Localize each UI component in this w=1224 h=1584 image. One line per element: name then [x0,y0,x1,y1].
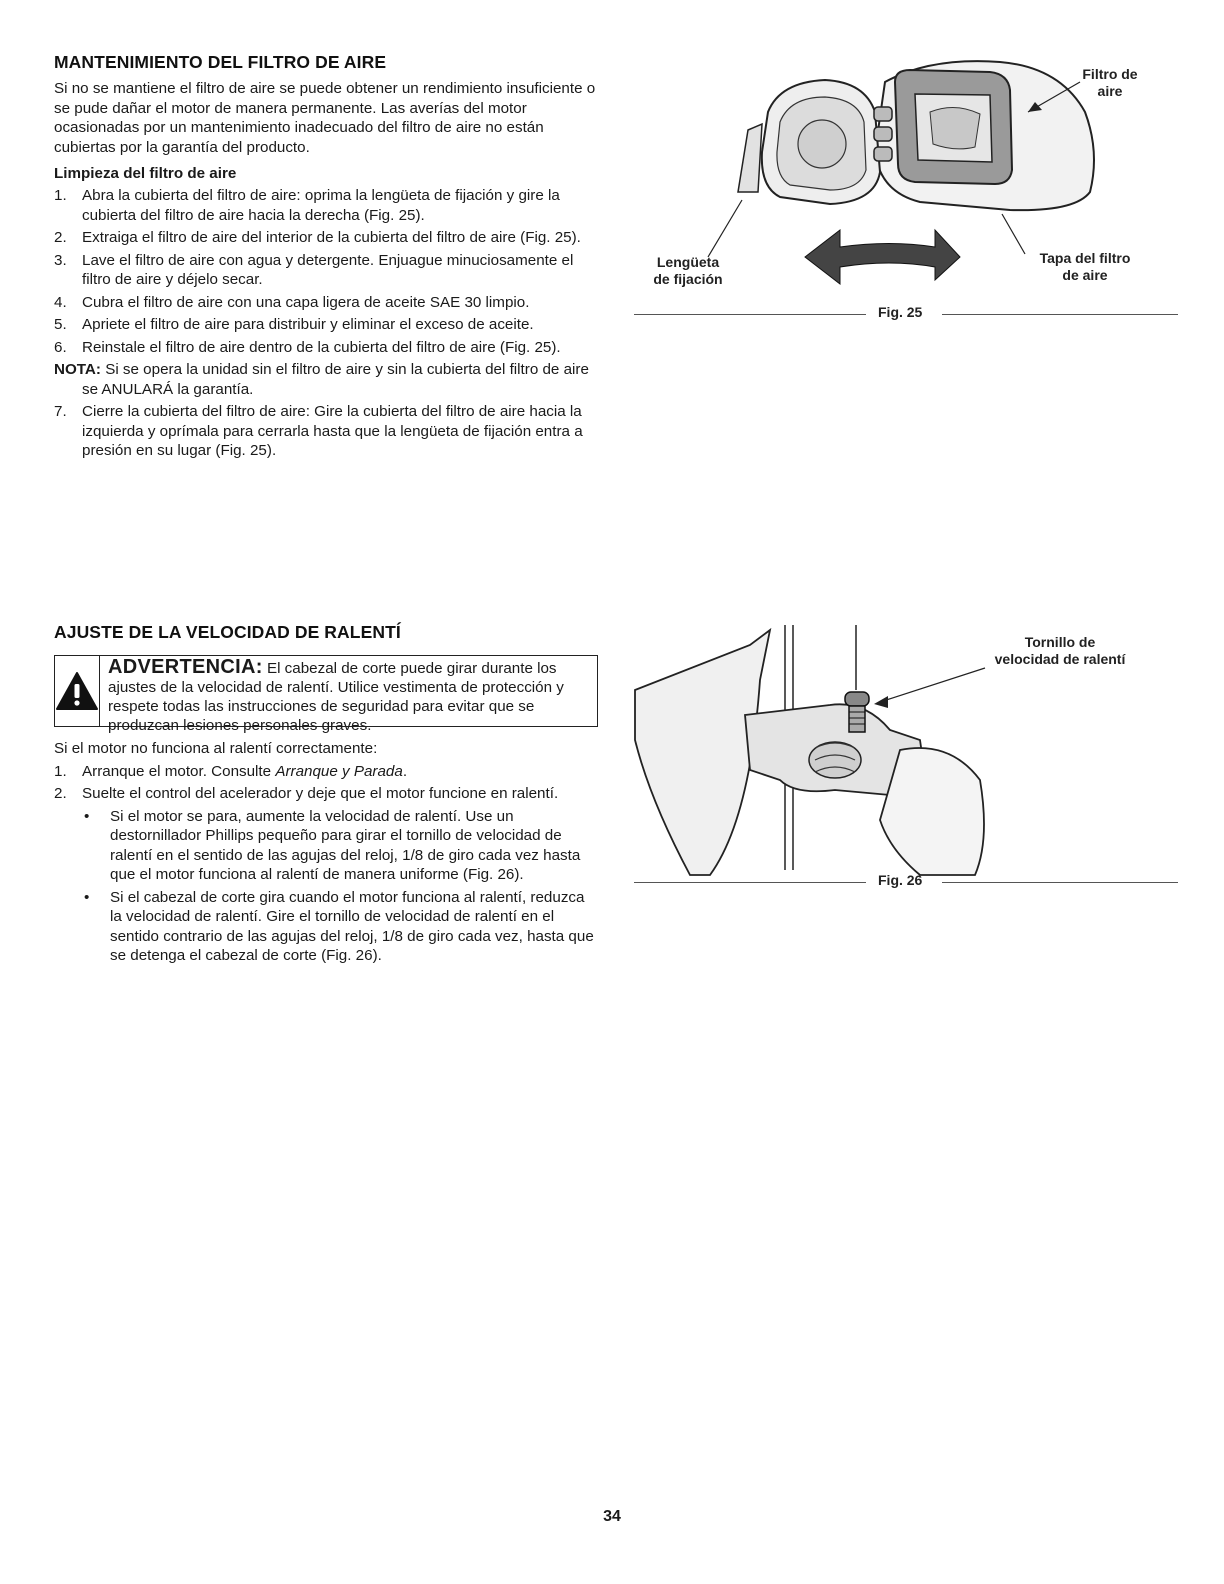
list-item: 4. Cubra el filtro de aire con una capa ligera de aceite SAE 30 limpio. [54,293,530,311]
note-text: Si se opera la unidad sin el filtro de aire y sin la cubierta del filtro de aire se ANULARÁ la garantía. [82,361,589,398]
warning-box [54,655,598,734]
list-item: 1. Abra la cubierta del filtro de aire: oprima la lengüeta de fijación y gire la cubierta del filtro de aire hacia la derecha (Fig. 25). [54,187,560,224]
figure-caption: Fig. 26 [878,872,923,888]
section-idle-speed [54,622,598,969]
section-title: MANTENIMIENTO DEL FILTRO DE AIRE [54,52,387,72]
warning-message: El cabezal de corte puede girar durante los ajustes de la velocidad de ralentí. Utilice vestimenta de protección y respete todas las instrucciones de seguridad para evitar que se produzcan lesiones personales graves. [108,660,564,734]
intro-paragraph: Si el motor no funciona al ralentí correctamente: [54,740,378,757]
leader-line [1002,214,1025,254]
idle-screw-shaft [849,706,865,732]
warning-word: ADVERTENCIA: [108,656,263,678]
idle-screw-head [845,692,869,706]
hinge [874,107,892,121]
caption-rule [942,314,1178,315]
note-label: NOTA: [54,361,101,378]
list-item: 5. Apriete el filtro de aire para distribuir y eliminar el exceso de aceite. [54,316,534,333]
intro-paragraph: Si no se mantiene el filtro de aire se puede obtener un rendimiento insuficiente o se pude dañar el motor de manera permanente. Las averías del motor ocasionadas por un mantenimiento inadecuado del filtro de aire no están cubiertas por la garantía del producto. [54,80,596,156]
door-center-boss [798,120,846,168]
figure-caption: Fig. 25 [878,304,923,320]
steps-list [54,762,598,966]
hinge [874,127,892,141]
rotate-double-arrow-icon [805,230,960,284]
leader-line [880,668,985,702]
caption-rule [942,882,1178,883]
caption-rule [634,882,866,883]
hinge [874,147,892,161]
list-item: 1. Arranque el motor. Consulte Arranque y Parada. [54,762,408,780]
engine-cover [880,748,984,875]
list-item: 6. Reinstale el filtro de aire dentro de la cubierta del filtro de aire (Fig. 25). [54,338,561,356]
label-air-filter: Filtro de aire [1082,66,1138,99]
warning-text [100,656,597,734]
figure-25 [630,52,1180,332]
filter-element [930,107,980,148]
list-item: 7. Cierre la cubierta del filtro de aire: Gire la cubierta del filtro de aire hacia la izquierda y oprímala para cerrarla hasta que la lengüeta de fijación entra a presión en su lugar (Fig. 25). [54,403,583,459]
list-item: 3. Lave el filtro de aire con agua y detergente. Enjuague minuciosamente el filtro de aire y déjelo secar. [54,251,574,288]
subsection-title: Limpieza del filtro de aire [54,165,237,182]
warning-triangle-icon [55,671,99,711]
warning-icon-cell [55,656,100,726]
bullet-item: • Si el cabezal de corte gira cuando el motor funciona al ralentí, reduzca la velocidad de ralentí. Gire el tornillo de velocidad de ralentí en el sentido contrario de las agujas del reloj, 1/8 de giro cada vez, hasta que se detenga el cabezal de corte (Fig. 26). [84,888,594,964]
section-title: AJUSTE DE LA VELOCIDAD DE RALENTÍ [54,622,401,642]
bullet-item: • Si el motor se para, aumente la velocidad de ralentí. Use un destornillador Phillips pequeño para girar el tornillo de velocidad de ralentí en el sentido de las agujas del reloj, 1/8 de giro cada vez hasta que el motor funciona al ralentí de manera uniforme (Fig. 26). [84,807,581,883]
section-air-filter [54,52,602,464]
caption-rule [634,314,866,315]
bullet-list [82,807,598,966]
label-idle-screw: Tornillo de velocidad de ralentí [994,634,1126,667]
steps-list-continued [54,402,602,461]
note [54,360,602,399]
list-item: 2. Suelte el control del acelerador y deje que el motor funcione en ralentí. • Si el motor se para, aumente la velocidad de ralentí. Use un destornillador Phillips pequeño para girar el tornillo de velocidad de ralentí en el sentido de las agujas del reloj, 1/8 de giro cada vez hasta que el motor funciona al ralentí de manera uniforme (Fig. 26). • Si el cabezal de corte gira cuando el motor funciona al ralentí, reduzca la velocidad de ralentí. Gire el tornillo de velocidad de ralentí en el sentido contrario de las agujas del reloj, 1/8 de giro cada vez, hasta que se detenga el cabezal de corte (Fig. 26). [54,784,598,966]
label-cover: Tapa del filtro de aire [1039,250,1131,283]
leader-line [708,200,742,257]
latch-tab [738,124,762,192]
page-number: 34 [603,1508,621,1525]
label-latch-tab: Lengüeta de fijación [653,254,723,287]
cross-reference: Arranque y Parada [275,762,403,780]
list-item: 2. Extraiga el filtro de aire del interior de la cubierta del filtro de aire (Fig. 25). [54,229,581,246]
steps-list [54,186,602,357]
arrowhead [874,696,888,708]
figure-26 [630,620,1180,890]
